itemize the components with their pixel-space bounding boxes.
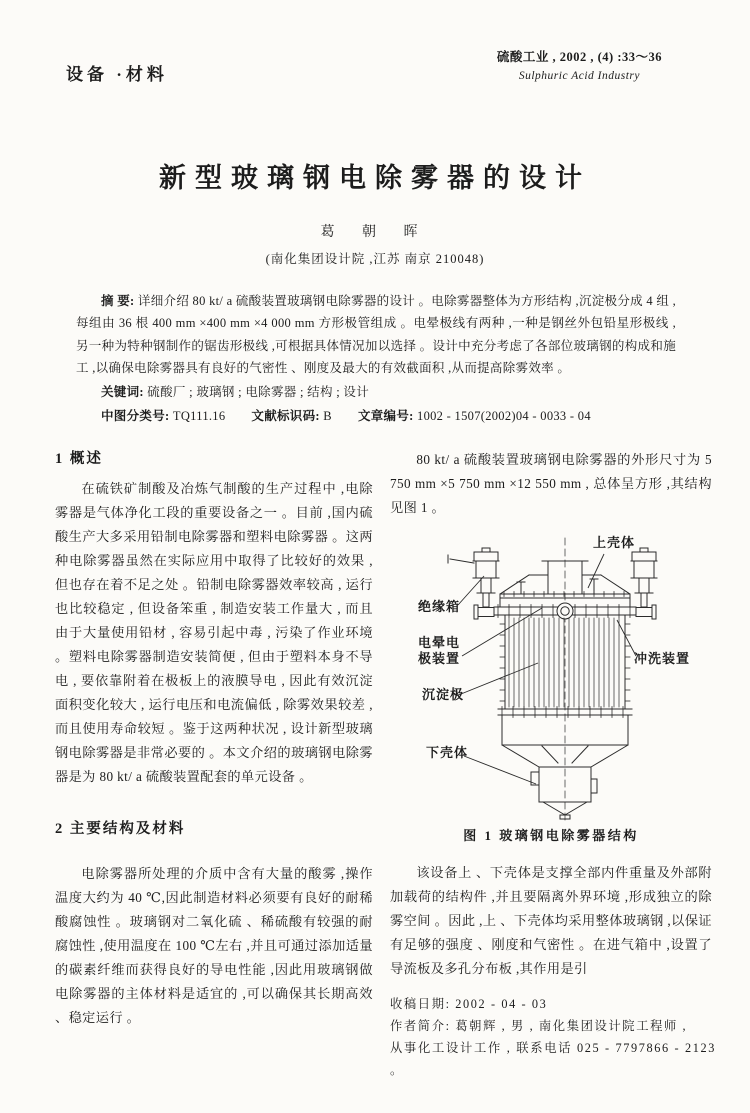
right-paragraph-1: 80 kt/ a 硫酸装置玻璃钢电除雾器的外形尺寸为 5 750 mm ×5 750 mm ×12 550 mm , 总体呈方形 ,其结构见图 1 。: [390, 452, 712, 515]
article-no-value: 1002 - 1507(2002)04 - 0033 - 04: [413, 409, 591, 424]
abstract-block: [76, 290, 676, 427]
figure-label-corona-electrode-line2: 极装置: [418, 651, 461, 666]
received-date: 收稿日期: 2002 - 04 - 03: [390, 997, 548, 1011]
doc-code-label: 文献标识码:: [251, 409, 320, 424]
clc-value: TQ111.16: [169, 409, 226, 424]
paper-title: 新型玻璃钢电除雾器的设计: [159, 163, 591, 193]
demister-structure-drawing: [390, 532, 720, 824]
figure-label-insulation-box: 绝缘箱: [418, 599, 461, 614]
clc-label: 中图分类号:: [101, 409, 170, 424]
keywords-line: [76, 381, 676, 403]
journal-header: [497, 48, 662, 86]
figure-label-precipitating-electrode: 沉淀极: [422, 687, 465, 702]
doc-code-value: B: [319, 409, 332, 424]
classification-line: [76, 405, 676, 427]
abstract-text: 详细介绍 80 kt/ a 硫酸装置玻璃钢电除雾器的设计 。电除雾器整体为方形结构 ,沉淀极分成 4 组 ,每组由 36 根 400 mm ×400 mm ×4 000 mm 方形极管组成 。电晕极线有两种 ,一种是钢丝外包铅星形极线 ,另一种为特种钢制作的锯齿形极线 ,可根据具体情况加以选择 。设计中充分考虑了各部位玻璃钢的构成和施工 ,以确保电除雾器具有良好的气密性 、刚度及最大的有效截面积 ,从而提高除雾效率 。: [76, 294, 676, 376]
figure-label-lower-shell: 下壳体: [426, 745, 469, 760]
author-name: 葛 朝 晖: [320, 225, 430, 240]
journal-name-english: Sulphuric Acid Industry: [518, 70, 641, 82]
section-2-heading: 2 主要结构及材料: [55, 821, 186, 837]
figure-caption: 图 1 玻璃钢电除雾器结构: [463, 828, 639, 843]
figure-1: [390, 532, 720, 824]
figure-label-corona-electrode-line1: 电晕电: [418, 635, 461, 650]
right-column: [390, 448, 712, 981]
keywords-text: 硫酸厂 ; 玻璃钢 ; 电除雾器 ; 结构 ; 设计: [143, 384, 369, 399]
article-no-label: 文章编号:: [357, 409, 414, 424]
figure-label-top-shell: 上壳体: [593, 535, 636, 550]
section-2-paragraph: 电除雾器所处理的介质中含有大量的酸雾 ,操作温度大约为 40 ℃,因此制造材料必须要有良好的耐稀酸腐蚀性 。玻璃钢对二氧化硫 、稀硫酸有较强的耐腐蚀性 ,使用温度在 100 ℃左右 ,并且可通过添加适量的碳素纤维而获得良好的导电性能 ,因此用玻璃钢做电除雾器的主体材料是适宜的 ,可以确保其长期高效 、稳定运行 。: [55, 866, 373, 1025]
keywords-label: 关键词:: [101, 384, 144, 399]
section-1-paragraph: 在硫铁矿制酸及冶炼气制酸的生产过程中 ,电除雾器是气体净化工段的重要设备之一 。目前 ,国内硫酸生产大多采用铅制电除雾器和塑料电除雾器 。这两种电除雾器虽然在实际应用中取得了比较好的效果 , 但也存在着不足之处 。铅制电除雾器效率较高 , 运行也比较稳定 , 但设备笨重 , 制造安装工作量大 , 而且由于大量使用铅材 , 容易引起中毒 , 污染了作业环境 。塑料电除雾器制造安装简便 , 但由于塑料本身不导电 , 要依靠附着在极板上的液膜导电 , 因此有效沉淀面积变化较大 , 运行电压和电流偏低 , 除雾效果较差 , 而且使用寿命较短 。鉴于这两种状况 , 设计新型玻璃钢电除雾器是非常必要的 。本文介绍的玻璃钢电除雾器是为 80 kt/ a 硫酸装置配套的单元设备 。: [55, 481, 373, 784]
footnote-block: [390, 993, 716, 1081]
author-bio-line2: 从事化工设计工作 , 联系电话 025 - 7797866 - 2123 。: [390, 1041, 716, 1077]
author-bio-line1: 作者简介: 葛朝辉 , 男 , 南化集团设计院工程师 ,: [390, 1019, 688, 1033]
right-paragraph-2: 该设备上 、下壳体是支撑全部内件重量及外部附加载荷的结构件 ,并且要隔离外界环境 ,形成独立的除雾空间 。因此 ,上 、下壳体均采用整体玻璃钢 ,以保证有足够的强度 、刚度和气密性 。在进气箱中 ,设置了导流板及多孔分布板 ,其作用是引: [390, 865, 712, 976]
author-affiliation: (南化集团设计院 ,江苏 南京 210048): [265, 252, 485, 266]
left-column: [55, 448, 373, 1030]
section-column-label: 设备 ·材料: [66, 65, 168, 84]
abstract-paragraph: [76, 290, 676, 380]
figure-label-flushing-device: 冲洗装置: [634, 651, 691, 666]
section-1-heading: 1 概述: [55, 451, 103, 467]
abstract-label: 摘 要:: [101, 294, 135, 308]
journal-citation: 硫酸工业 , 2002 , (4) :33～36: [496, 50, 662, 64]
